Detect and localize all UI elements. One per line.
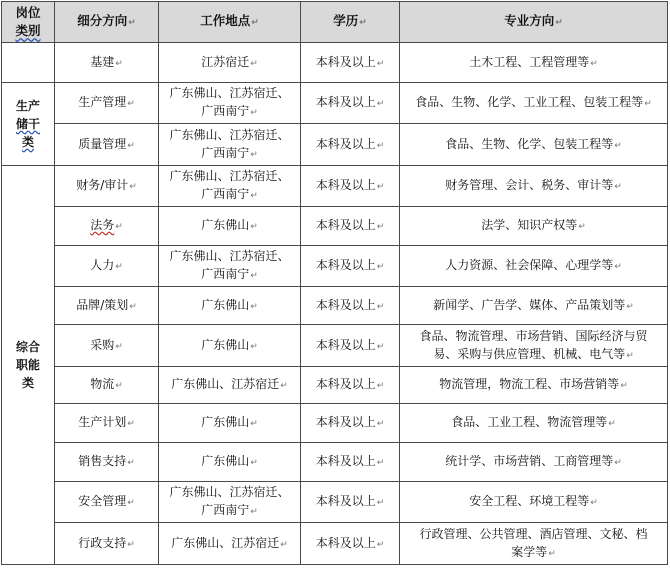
table-row [2, 367, 668, 404]
education-cell: 本科及以上↵ [301, 482, 400, 523]
major-cell: 行政管理、公共管理、酒店管理、文秘、档 案学等↵ [400, 523, 668, 565]
direction-cell: 物流↵ [55, 367, 159, 404]
table-row [2, 443, 668, 482]
table-row [2, 287, 668, 325]
header-row [2, 2, 668, 43]
education-cell: 本科及以上↵ [301, 287, 400, 325]
job-positions-table [1, 1, 668, 565]
education-cell: 本科及以上↵ [301, 523, 400, 565]
location-cell: 江苏宿迁↵ [159, 43, 301, 83]
category-general-cell: 综合 职能 类 [2, 166, 55, 565]
direction-cell: 采购↵ [55, 325, 159, 367]
header-direction: 细分方向↵ [55, 2, 159, 43]
location-cell: 广东佛山↵ [159, 207, 301, 246]
major-cell: 物流管理，物流工程、市场营销等↵ [400, 367, 668, 404]
major-cell: 食品、工业工程、物流管理等↵ [400, 404, 668, 443]
major-cell: 土木工程、工程管理等↵ [400, 43, 668, 83]
location-cell: 广东佛山↵ [159, 404, 301, 443]
location-cell: 广东佛山↵ [159, 287, 301, 325]
location-cell: 广东佛山↵ [159, 325, 301, 367]
category-production-cell: 生产 储干 类 [2, 83, 55, 166]
header-category: 岗位 类别 [2, 2, 55, 43]
table-row [2, 43, 668, 83]
major-cell: 法学、知识产权等↵ [400, 207, 668, 246]
direction-cell: 质量管理↵ [55, 124, 159, 166]
major-cell: 食品、生物、化学、工业工程、包装工程等↵ [400, 83, 668, 124]
table-row [2, 482, 668, 523]
direction-cell: 安全管理↵ [55, 482, 159, 523]
table-row [2, 523, 668, 565]
major-cell: 统计学、市场营销、工商管理等↵ [400, 443, 668, 482]
direction-cell: 财务/审计↵ [55, 166, 159, 207]
header-location: 工作地点↵ [159, 2, 301, 43]
education-cell: 本科及以上↵ [301, 124, 400, 166]
location-cell: 广东佛山、江苏宿迁、 广西南宁↵ [159, 83, 301, 124]
education-cell: 本科及以上↵ [301, 367, 400, 404]
location-cell: 广东佛山↵ [159, 443, 301, 482]
header-education: 学历↵ [301, 2, 400, 43]
table-row [2, 404, 668, 443]
major-cell: 人力资源、社会保障、心理学等↵ [400, 246, 668, 287]
major-cell: 新闻学、广告学、媒体、产品策划等↵ [400, 287, 668, 325]
location-cell: 广东佛山、江苏宿迁、 广西南宁↵ [159, 246, 301, 287]
education-cell: 本科及以上↵ [301, 246, 400, 287]
education-cell: 本科及以上↵ [301, 404, 400, 443]
direction-cell: 人力↵ [55, 246, 159, 287]
location-cell: 广东佛山、江苏宿迁↵ [159, 523, 301, 565]
direction-cell: 行政支持↵ [55, 523, 159, 565]
table-row [2, 166, 668, 207]
table-row [2, 246, 668, 287]
education-cell: 本科及以上↵ [301, 443, 400, 482]
education-cell: 本科及以上↵ [301, 166, 400, 207]
direction-cell: 品牌/策划↵ [55, 287, 159, 325]
major-cell: 食品、生物、化学、包装工程等↵ [400, 124, 668, 166]
education-cell: 本科及以上↵ [301, 83, 400, 124]
location-cell: 广东佛山、江苏宿迁、 广西南宁↵ [159, 124, 301, 166]
direction-cell: 基建↵ [55, 43, 159, 83]
location-cell: 广东佛山、江苏宿迁、 广西南宁↵ [159, 482, 301, 523]
education-cell: 本科及以上↵ [301, 43, 400, 83]
direction-cell: 生产管理↵ [55, 83, 159, 124]
header-major: 专业方向↵ [400, 2, 668, 43]
major-cell: 食品、物流管理、市场营销、国际经济与贸 易、采购与供应管理、机械、电气等↵ [400, 325, 668, 367]
direction-cell: 销售支持↵ [55, 443, 159, 482]
education-cell: 本科及以上↵ [301, 325, 400, 367]
location-cell: 广东佛山、江苏宿迁↵ [159, 367, 301, 404]
table-row [2, 83, 668, 124]
major-cell: 安全工程、环境工程等↵ [400, 482, 668, 523]
table-row [2, 124, 668, 166]
direction-cell: 生产计划↵ [55, 404, 159, 443]
major-cell: 财务管理、会计、税务、审计等↵ [400, 166, 668, 207]
table-row [2, 325, 668, 367]
table-row [2, 207, 668, 246]
location-cell: 广东佛山、江苏宿迁、 广西南宁↵ [159, 166, 301, 207]
education-cell: 本科及以上↵ [301, 207, 400, 246]
direction-cell: 法务↵ [55, 207, 159, 246]
category-empty-cell [2, 43, 55, 83]
